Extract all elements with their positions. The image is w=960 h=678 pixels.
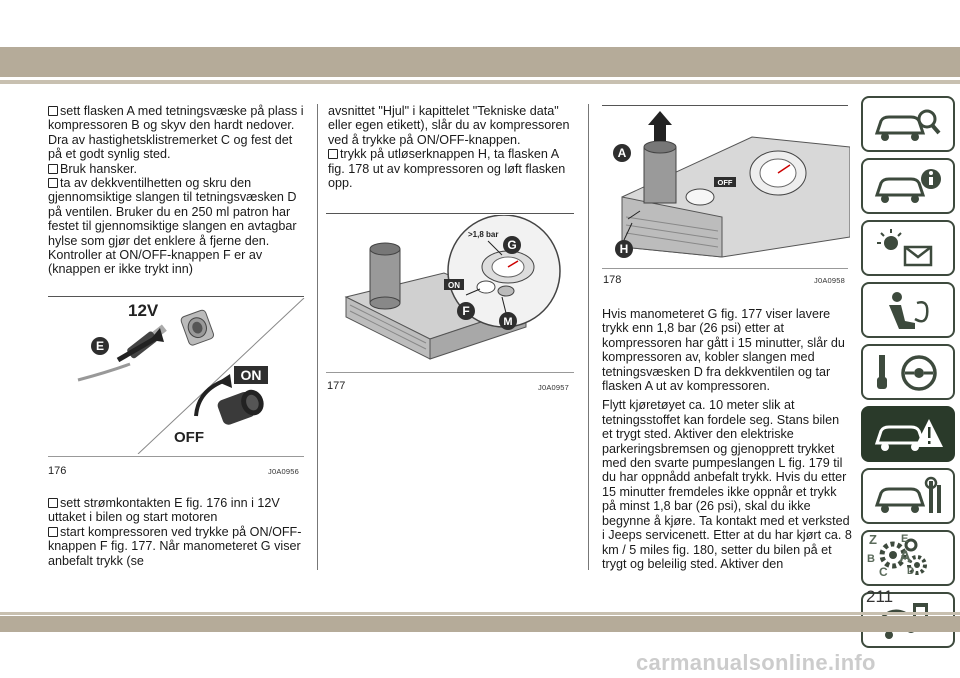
figure-176-rule	[48, 296, 304, 297]
svg-text:H: H	[619, 242, 629, 256]
label-12v: 12V	[128, 301, 159, 320]
sidebar-item-car-tools[interactable]	[861, 468, 955, 524]
step-paragraph: Bruk hansker.	[48, 162, 306, 176]
car-tools-icon	[871, 475, 947, 519]
column-1	[48, 104, 306, 277]
sidebar-item-car-warning[interactable]	[861, 406, 955, 462]
seat-airbag-icon	[871, 289, 947, 333]
svg-text:E: E	[95, 339, 105, 353]
svg-text:A: A	[899, 547, 912, 566]
key-steering-icon	[871, 351, 947, 395]
svg-text:G: G	[507, 238, 517, 252]
svg-text:D: D	[907, 566, 915, 577]
checkbox-bullet-icon	[48, 178, 58, 188]
figure-176-illustration	[48, 298, 306, 454]
bottom-band	[0, 616, 960, 632]
checkbox-bullet-icon	[48, 106, 58, 116]
watermark: carmanualsonline.info	[636, 650, 876, 675]
top-band	[0, 47, 960, 77]
figure-178-illustration	[602, 107, 850, 267]
car-search-icon	[871, 103, 947, 147]
step-paragraph: trykk på utløserknappen H, ta flasken A fig. 178 ut av kompressoren og løft flasken opp.	[328, 147, 566, 191]
column-2	[328, 104, 574, 190]
figure-177-caption-rule	[326, 372, 574, 373]
body-paragraph: Hvis manometeret G fig. 177 viser lavere trykk enn 1,8 bar (26 psi) etter at kompressoren har gått i 15 minutter, slår du kompressoren av, kobler slangen med tetningsvæsken D fra dekkventilen og tar flasken A ut av kompressoren.	[602, 307, 845, 394]
column-3	[602, 307, 852, 571]
checkbox-bullet-icon	[328, 149, 338, 159]
body-paragraph: Flytt kjøretøyet ca. 10 meter slik at tetningsstoffet kan fordele seg. Stans bilen et trygt sted. Aktiver den elektriske parkeringsbremsen og gjenopprett trykket med den svarte pumpeslangen L fig. 179 til du har oppnådd anbefalt trykk. Hvis du etter 15 minutter fremdeles ikke oppnår et trykk på minst 1,8 bar (26 psi), skal du ikke begynne å kjøre. Ta kontakt med et verksted i Jeeps servicenett. Etter at du har kjørt ca. 8 km / 5 miles fig. 180, setter du bilen på et trygt og beleilig sted. Aktiver den	[602, 398, 852, 571]
figure-178-code: J0A0958	[814, 276, 846, 285]
figure-177-illustration	[326, 215, 574, 367]
step-paragraph: ta av dekkventilhetten og skru den gjennomsiktige slangen til tetningsvæsken D på ventilen. Bruker du en 250 ml patron har festet til gjennomsiktige slangen en avtagbar hylse som gjør det enklere å fjerne den. Kontroller at ON/OFF-knappen F er av (knappen er ikke trykt inn)	[48, 176, 297, 277]
svg-text:ON: ON	[240, 367, 262, 383]
sidebar-item-seat-airbag[interactable]	[861, 282, 955, 338]
figure-177-code: J0A0957	[538, 383, 570, 392]
page-number: 211	[866, 587, 894, 606]
checkbox-bullet-icon	[48, 527, 58, 537]
svg-text:C: C	[879, 565, 888, 579]
sidebar-item-car-info[interactable]	[861, 158, 955, 214]
column-separator	[317, 104, 318, 570]
figure-178-caption-rule	[602, 268, 848, 269]
checkbox-bullet-icon	[48, 498, 58, 508]
svg-text:Z: Z	[869, 532, 877, 547]
car-warning-icon	[871, 413, 947, 457]
column-1-continued	[48, 496, 306, 568]
step-paragraph: start kompressoren ved trykke på ON/OFF-knappen F fig. 177. Når manometeret G viser anbefalt trykk (se	[48, 524, 302, 568]
figure-178-rule	[602, 105, 848, 106]
figure-178-number: 178	[603, 274, 622, 286]
sidebar-item-light-message[interactable]	[861, 220, 955, 276]
sidebar-item-alphabet-index[interactable]	[861, 528, 955, 584]
figure-176-code: J0A0956	[268, 467, 300, 476]
top-band-line	[0, 80, 960, 84]
figure-176-caption-rule	[48, 456, 304, 457]
step-paragraph: sett flasken A med tetningsvæske på plass i kompressoren B og skyv den hardt nedover. Dra av hastighetsklistremerket C og fest det på et godt synlig sted.	[48, 104, 304, 162]
light-message-icon	[871, 227, 947, 271]
svg-text:E: E	[901, 533, 909, 545]
figure-177-number: 177	[327, 380, 346, 392]
alphabet-index-icon	[861, 528, 955, 584]
checkbox-bullet-icon	[48, 164, 58, 174]
svg-text:ON: ON	[448, 281, 460, 290]
svg-text:M: M	[503, 316, 513, 328]
step-paragraph: sett strømkontakten E fig. 176 inn i 12V uttaket i bilen og start motoren	[48, 496, 280, 525]
svg-text:A: A	[617, 146, 627, 160]
figure-176-number: 176	[48, 465, 67, 477]
car-info-icon	[871, 165, 947, 209]
svg-text:F: F	[462, 304, 470, 318]
svg-text:B: B	[867, 553, 875, 565]
sidebar-item-key-steering[interactable]	[861, 344, 955, 400]
column-separator	[588, 104, 589, 570]
figure-177-rule	[326, 213, 574, 214]
svg-text:OFF: OFF	[174, 429, 204, 446]
sidebar-item-car-search[interactable]	[861, 96, 955, 152]
step-paragraph-continued: avsnittet "Hjul" i kapittelet "Tekniske data" eller egen etikett), slår du av kompressoren ved å trykke på ON/OFF-knappen.	[328, 104, 570, 147]
svg-text:OFF: OFF	[717, 178, 733, 187]
svg-text:>1,8 bar: >1,8 bar	[468, 230, 499, 239]
bottom-band-line	[0, 612, 960, 615]
